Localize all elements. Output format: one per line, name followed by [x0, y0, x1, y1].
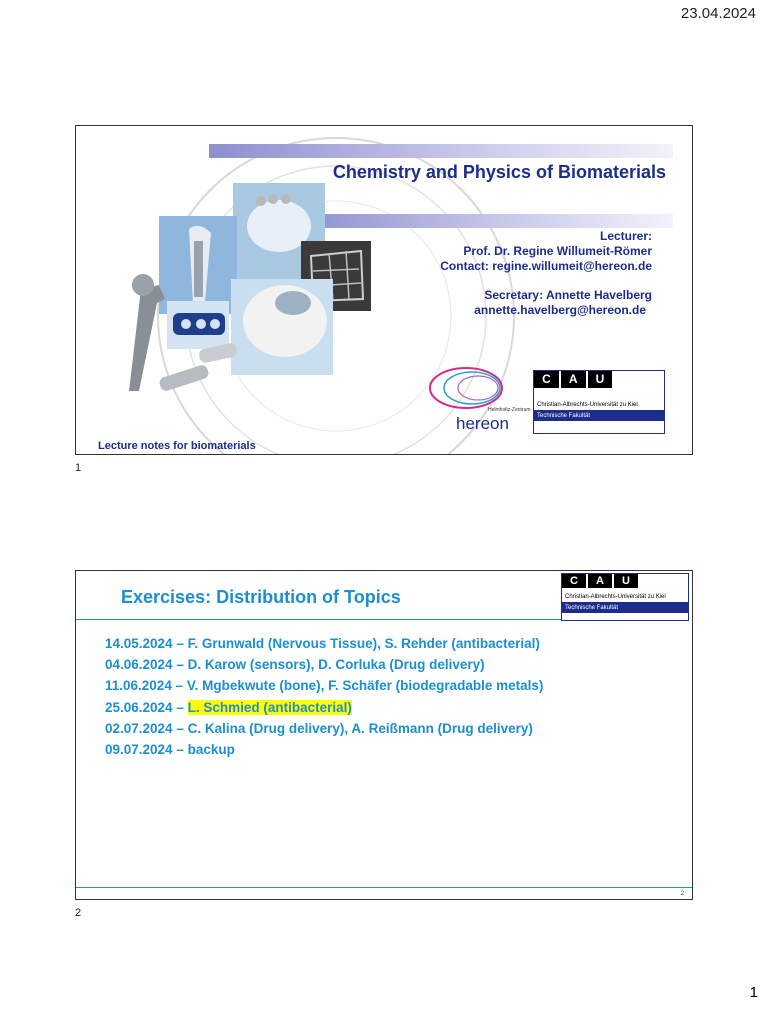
lecturer-label: Lecturer:	[599, 229, 652, 243]
cau-faculty-name: Technische Fakultät	[534, 411, 664, 421]
slide-title: Exercises: Distribution of Topics	[121, 587, 401, 607]
secretary-email: annette.havelberg@hereon.de	[474, 303, 646, 317]
list-item: 04.06.2024 – D. Karow (sensors), D. Corluka (Drug delivery)	[105, 657, 485, 673]
cau-university-name: Christian-Albrechts-Universität zu Kiel	[534, 400, 664, 411]
cau-letter: A	[561, 371, 588, 388]
slide-inner-number: 2	[680, 891, 684, 897]
slide-title: Chemistry and Physics of Biomaterials	[332, 162, 666, 182]
list-item-highlighted: 25.06.2024 – L. Schmied (antibacterial)	[105, 699, 352, 715]
list-item: 02.07.2024 – C. Kalina (Drug delivery), A. Reißmann (Drug delivery)	[105, 720, 533, 736]
cau-university-name: Christian-Albrechts-Universität zu Kiel	[562, 592, 688, 603]
lecturer-name: Prof. Dr. Regine Willumeit-Römer	[463, 244, 652, 258]
lecturer-contact: Contact: regine.willumeit@hereon.de	[440, 259, 652, 273]
cau-logo	[533, 370, 665, 434]
cau-letter: U	[588, 371, 615, 388]
slide-number: 2	[75, 907, 82, 919]
title-bar-decoration	[209, 144, 673, 158]
slide-number: 1	[75, 462, 82, 474]
lecture-notes-label: Lecture notes for biomaterials	[98, 440, 256, 452]
footer-line	[76, 887, 692, 888]
page-number: 1	[749, 984, 758, 1001]
slide-1	[75, 125, 693, 455]
topics-list	[105, 633, 543, 760]
list-item: 09.07.2024 – backup	[105, 742, 235, 758]
hereon-subtitle: Helmholtz-Zentrum	[488, 407, 531, 413]
cau-letter: C	[562, 574, 588, 588]
cau-letter: C	[534, 371, 561, 388]
cau-faculty-name: Technische Fakultät	[562, 603, 688, 613]
cau-letter: U	[614, 574, 640, 588]
secretary-name: Secretary: Annette Havelberg	[484, 288, 652, 302]
hereon-logo-text: hereon	[456, 414, 509, 433]
document-date: 23.04.2024	[680, 5, 756, 22]
implants-image-collage	[101, 181, 401, 426]
highlighted-text: L. Schmied (antibacterial)	[187, 699, 352, 715]
slide-2	[75, 570, 693, 900]
cau-logo	[561, 573, 689, 621]
list-item: 14.05.2024 – F. Grunwald (Nervous Tissue), S. Rehder (antibacterial)	[105, 636, 540, 651]
cau-letter: A	[588, 574, 614, 588]
list-item: 11.06.2024 – V. Mgbekwute (bone), F. Schäfer (biodegradable metals)	[105, 678, 544, 694]
